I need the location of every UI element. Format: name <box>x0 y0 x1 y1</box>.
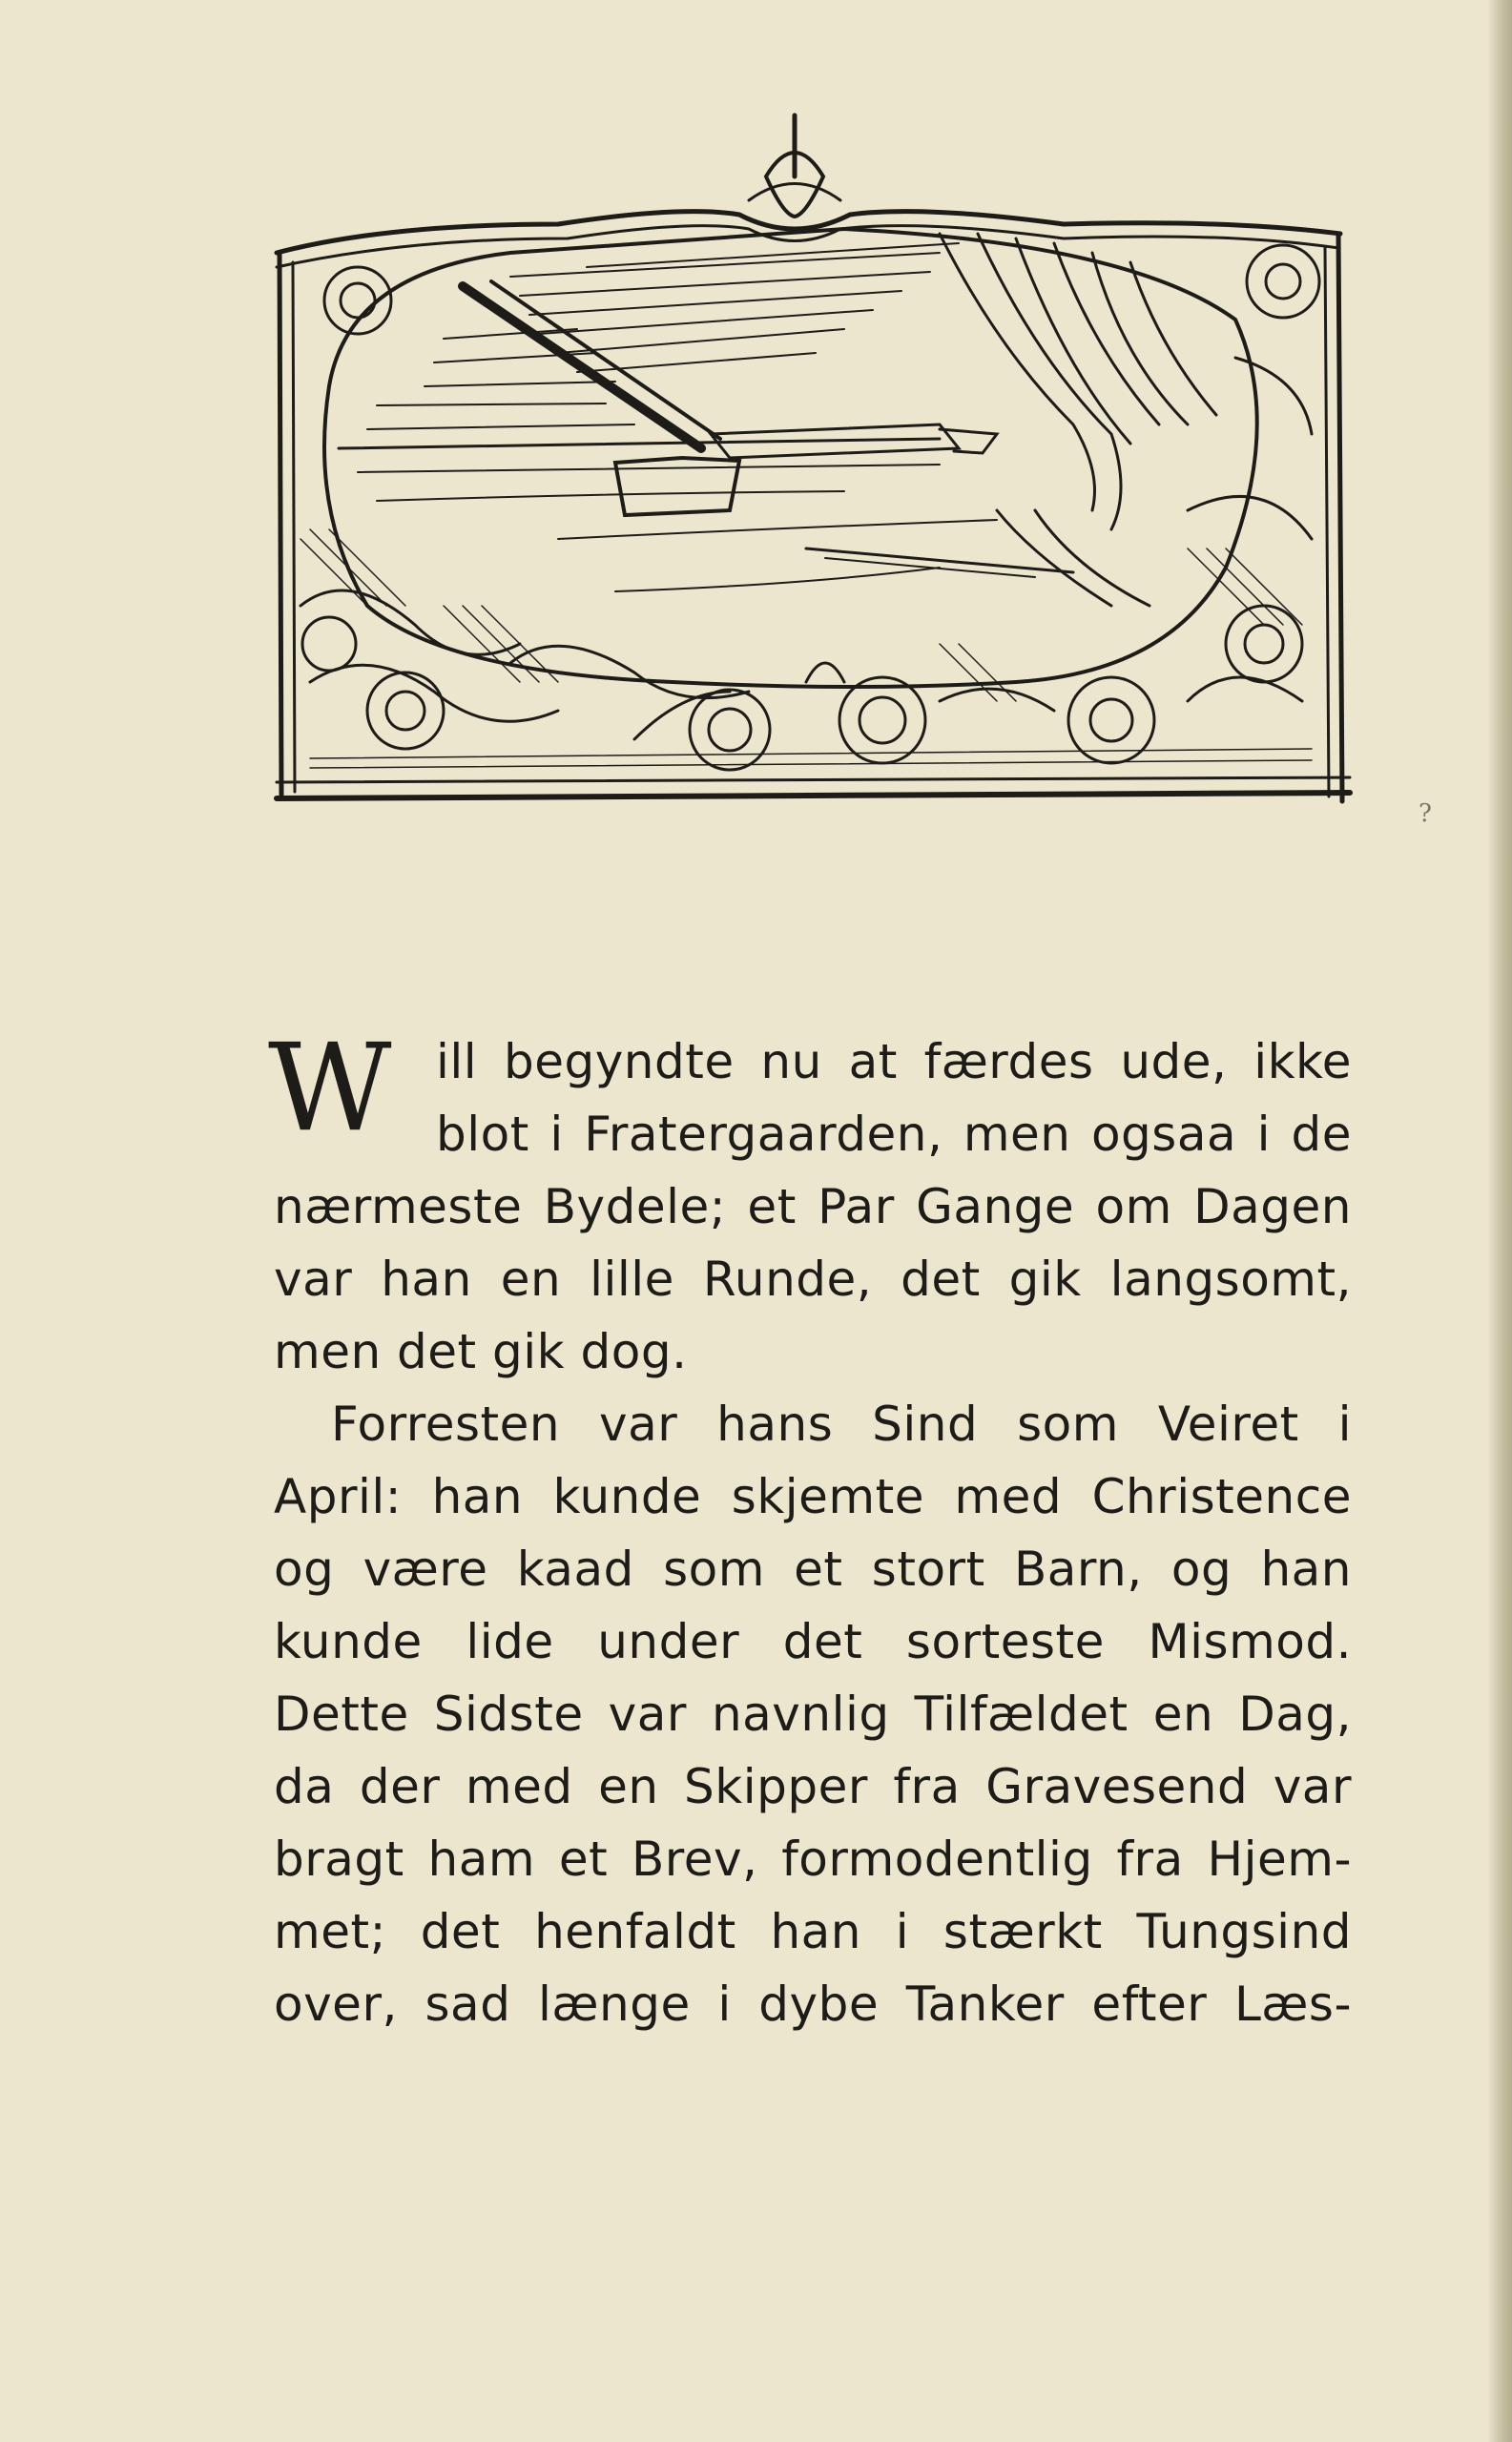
text-line: blot i Fratergaarden, men ogsaa i de <box>436 1107 1352 1162</box>
drop-cap: W <box>268 1018 392 1158</box>
page-edge-shadow <box>1487 0 1512 2442</box>
paragraph-1 <box>274 1025 1352 1388</box>
body-text <box>268 1018 1352 2040</box>
text-line: bragt ham et Brev, formodentlig fra Hjem- <box>274 1832 1352 1887</box>
text-line: var han en lille Runde, det gik langsomt, <box>274 1252 1352 1307</box>
text-line: og være kaad som et stort Barn, og han <box>274 1542 1352 1597</box>
ornamental-vignette <box>272 110 1355 816</box>
text-line: men det gik dog. <box>274 1324 688 1379</box>
text-line: ill begyndte nu at færdes ude, ikke <box>436 1034 1352 1089</box>
text-line: April: han kunde skjemte med Christence <box>274 1469 1352 1524</box>
text-line: over, sad længe i dybe Tanker efter Læs- <box>274 1976 1352 2032</box>
paragraph-2 <box>274 1388 1352 2040</box>
text-line: met; det henfaldt han i stærkt Tungsind <box>274 1904 1352 1959</box>
text-line: Forresten var hans Sind som Veiret i <box>331 1397 1352 1452</box>
text-line: kunde lide under det sorteste Mismod. <box>274 1614 1352 1669</box>
text-line: Dette Sidste var navnlig Tilfældet en Dag, <box>274 1687 1352 1742</box>
text-line: da der med en Skipper fra Gravesend var <box>274 1759 1352 1814</box>
stray-mark: ? <box>1419 799 1432 828</box>
text-line: nærmeste Bydele; et Par Gange om Dagen <box>274 1179 1352 1234</box>
ornamental-vignette-icon <box>272 110 1355 816</box>
